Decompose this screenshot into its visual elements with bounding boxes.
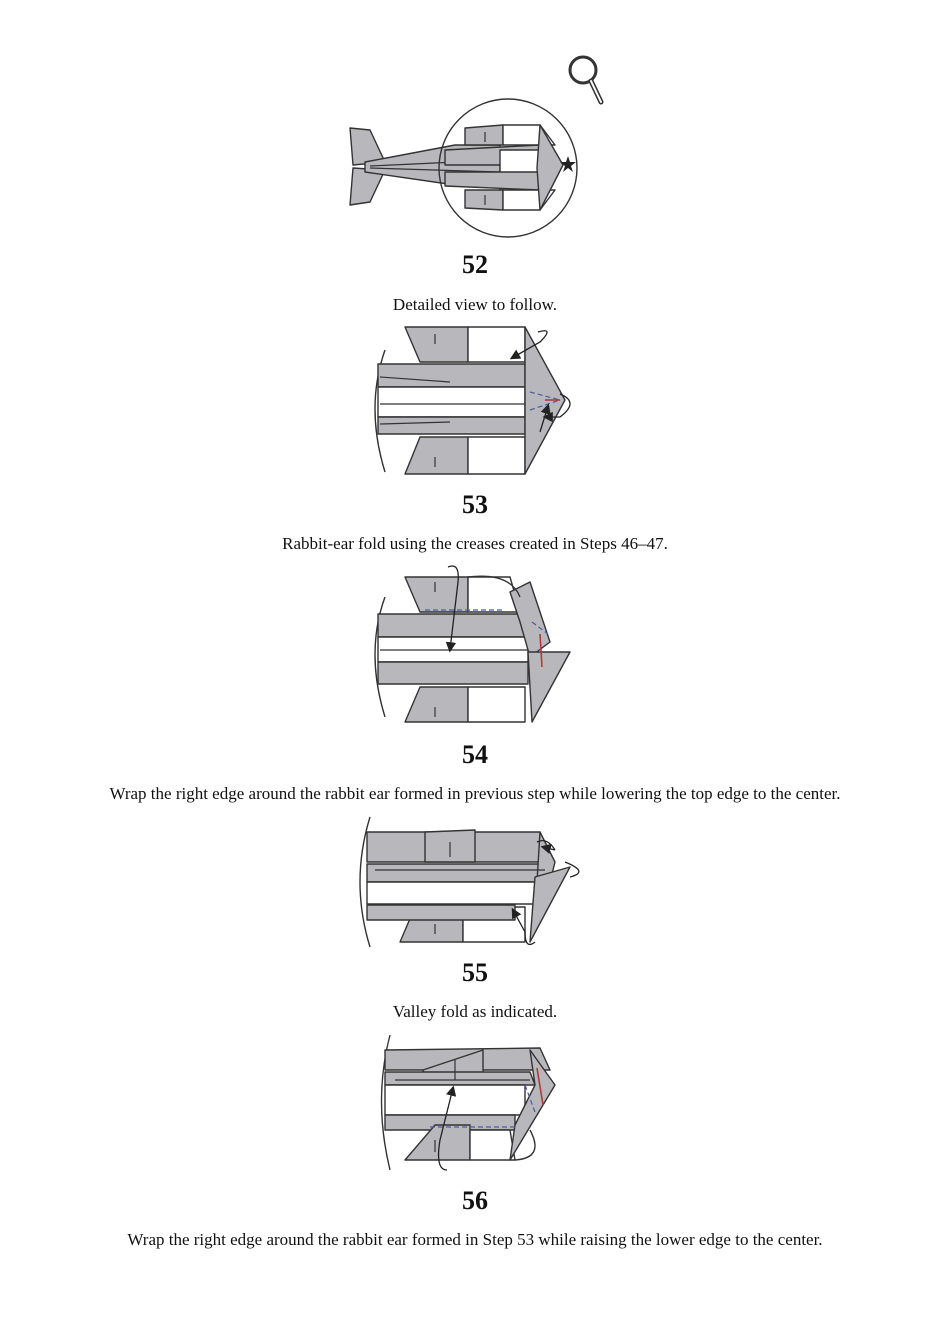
step-caption-52: Detailed view to follow. [392,295,558,314]
diagram-step-52 [0,50,950,245]
step-number-56: 56 [462,1186,488,1215]
diagram-56-svg [375,1030,575,1175]
step-number-54: 54 [462,740,488,769]
diagram-step-54 [0,562,950,727]
step-number-52: 52 [462,250,488,279]
magnifier-icon [570,57,601,102]
diagram-52-svg [325,50,625,245]
diagram-53-svg [360,322,590,482]
step-caption-54: Wrap the right edge around the rabbit ear formed in previous step while lowering the top edge to the center. [109,784,841,803]
step-caption-53: Rabbit-ear fold using the creases created in Steps 46–47. [282,534,668,553]
step-number-53: 53 [462,490,488,519]
step-caption-55: Valley fold as indicated. [392,1002,558,1021]
diagram-step-56 [0,1030,950,1175]
diagram-54-svg [360,562,590,727]
step-number-55: 55 [462,958,488,987]
diagram-55-svg [355,812,595,952]
diagram-step-53 [0,322,950,482]
diagram-step-55 [0,812,950,952]
step-caption-56: Wrap the right edge around the rabbit ear formed in Step 53 while raising the lower edge to the center. [127,1230,823,1249]
